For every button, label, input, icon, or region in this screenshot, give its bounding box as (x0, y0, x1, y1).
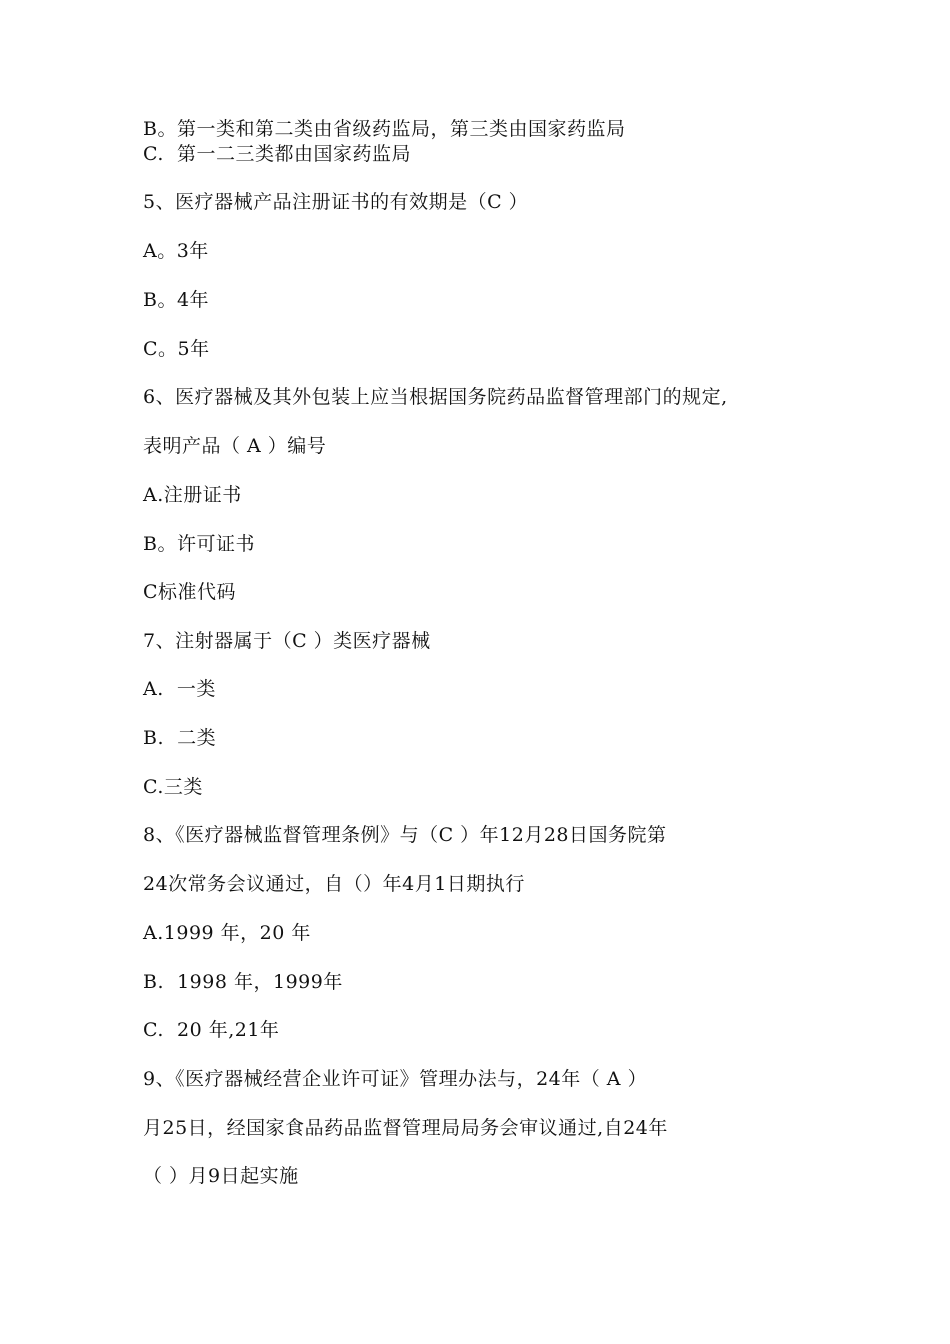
question-line: 6、医疗器械及其外包装上应当根据国务院药品监督管理部门的规定, (143, 386, 728, 408)
option-line: A. 一类 (143, 678, 216, 700)
option-line: C.三类 (143, 776, 203, 798)
question-line: 7、注射器属于（C ）类医疗器械 (143, 630, 431, 652)
option-line: C. 第一二三类都由国家药监局 (143, 143, 411, 165)
option-line: B。4年 (143, 289, 210, 311)
question-line: （ ）月9日起实施 (143, 1165, 299, 1187)
question-line: 9、《医疗器械经营企业许可证》管理办法与，24年（ A ） (143, 1068, 648, 1090)
option-line: C. 20 年,21年 (143, 1019, 280, 1041)
option-line: B。许可证书 (143, 533, 255, 555)
option-line: A。3年 (143, 240, 209, 262)
question-line: 表明产品（ A ）编号 (143, 435, 327, 457)
option-line: B。第一类和第二类由省级药监局，第三类由国家药监局 (143, 118, 626, 140)
option-line: C。5年 (143, 338, 210, 360)
question-line: 月25日，经国家食品药品监督管理局局务会审议通过,自24年 (143, 1117, 668, 1139)
option-line: B. 二类 (143, 727, 217, 749)
option-line: A.注册证书 (143, 484, 242, 506)
option-line: C标准代码 (143, 581, 237, 603)
option-line: B. 1998 年，1999年 (143, 971, 343, 993)
question-line: 5、医疗器械产品注册证书的有效期是（C ） (143, 191, 529, 213)
option-line: A.1999 年，20 年 (143, 922, 311, 944)
question-line: 8、《医疗器械监督管理条例》与（C ）年12月28日国务院第 (143, 824, 667, 846)
question-line: 24次常务会议通过，自（）年4月1日期执行 (143, 873, 525, 895)
